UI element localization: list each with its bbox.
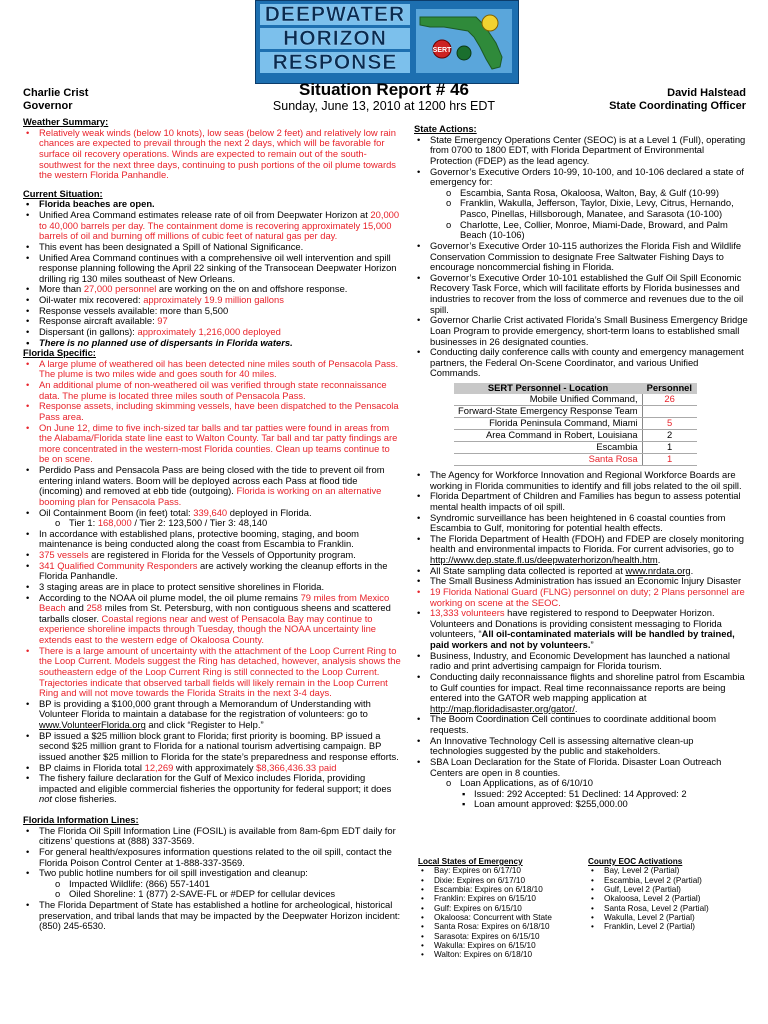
list-item: • Okaloosa, Level 2 (Partial): [604, 894, 758, 903]
list-item: • Response assets, including skimming vessels, have been dispatched to the Pensacola Pass area.: [39, 401, 401, 422]
list-item: ▪ Issued: 292 Accepted: 51 Declined: 14 Approved: 2: [474, 789, 748, 800]
list-item: • There is no planned use of dispersants in Florida waters.: [39, 338, 401, 349]
list-item: • Response aircraft available: 97: [39, 316, 401, 327]
list-item: • Franklin, Level 2 (Partial): [604, 922, 758, 931]
list-item: o Charlotte, Lee, Collier, Monroe, Miami-Dade, Broward, and Palm Beach (10-106): [460, 220, 748, 241]
list-item: • Governor’s Executive Order 10-101 established the Gulf Oil Spill Economic Recovery Task Force, which will facilitate efforts by Florida businesses and industries to recover from the loss of commerce and revenues due to the oil spill.: [430, 273, 748, 316]
list-item: • Oil Containment Boom (in feet) total: 339,640 deployed in Florida.: [39, 508, 401, 519]
deepwater-horizon-logo: [255, 0, 519, 84]
list-item: o Tier 1: 168,000 / Tier 2: 123,500 / Tier 3: 48,140: [69, 518, 401, 529]
list-item: • The Agency for Workforce Innovation and Regional Workforce Boards are working in Florida communities to identify and fill jobs related to the oil spill.: [430, 470, 748, 491]
list-item: o Franklin, Wakulla, Jefferson, Taylor, Dixie, Levy, Citrus, Hernando, Pasco, Pinellas, Hillsborough, Manatee, and Sarasota (10-100): [460, 198, 748, 219]
list-item: • The Florida Department of State has established a hotline for archeological, historical preservation, and tribal lands that may be impacted by the Deepwater Horizon incident: (850) 245-6530.: [39, 900, 401, 932]
list-item: • This event has been designated a Spill of National Significance.: [39, 242, 401, 253]
loan-detail-list: [414, 789, 748, 810]
gator-map-link[interactable]: http://map.floridadisaster.org/gator/: [430, 702, 575, 714]
emergency-heading: Local States of Emergency: [418, 857, 523, 866]
list-item: • Bay, Level 2 (Partial): [604, 866, 758, 875]
list-item: • A large plume of weathered oil has been detected nine miles south of Pensacola Pass. The plume is two miles wide and goes south for 40 miles.: [39, 359, 401, 380]
list-item: • BP issued a $25 million block grant to Florida; first priority is booming. BP issued a second $25 million grant to Florida for a national tourism advertising campaign. BP issued another $25 million to Florida for the state’s preparedness and response efforts.: [39, 731, 401, 763]
list-item: o Loan Applications, as of 6/10/10: [460, 778, 748, 789]
sert-badge: SERT: [432, 47, 452, 54]
governor-role: Governor: [23, 100, 73, 112]
list-item: • Okaloosa: Concurrent with State: [434, 913, 586, 922]
florida-list: [23, 359, 401, 518]
list-item: • Perdido Pass and Pensacola Pass are being closed with the tide to prevent oil from entering inland waters. Boom will be deployed across each Pass at flood tide (incoming) and removed at ebb tide (outgoing). Florida is working on an alternative booming plan for Pensacola Pass.: [39, 465, 401, 508]
list-item: • Conducting daily reconnaissance flights and shoreline patrol from Escambia to Gulf counties for impact. Real time reconnaissance reports are being entered into the GATOR web mapping application at http://map.floridadisaster.org/gator/.: [430, 672, 748, 715]
list-item: • Conducting daily conference calls with county and emergency management partners, the Federal On-Scene Coordinator, and various Unified Commands.: [430, 347, 748, 379]
left-column: [23, 117, 401, 932]
list-item: • Syndromic surveillance has been heightened in 6 coastal counties from Escambia to Gulf, monitoring for potential health effects.: [430, 513, 748, 534]
volunteer-florida-link[interactable]: www.VolunteerFlorida.org: [39, 719, 146, 730]
list-item: • 3 staging areas are in place to protect sensitive shorelines in Florida.: [39, 582, 401, 593]
table-header: SERT Personnel - Location: [454, 383, 642, 394]
coordinator-name: David Halstead: [667, 87, 746, 99]
list-item: o Escambia, Santa Rosa, Okaloosa, Walton, Bay, & Gulf (10-99): [460, 188, 748, 199]
florida-map-icon: [416, 9, 512, 73]
eoc-list: [588, 866, 758, 931]
hotline-list: [23, 879, 401, 900]
sert-personnel-table: [454, 383, 697, 466]
list-item: • BP is providing a $100,000 grant through a Memorandum of Understanding with Volunteer Florida to maintain a database for the registration of volunteers: go to www.VolunteerFlorida.org and click “Register to Help.”: [39, 699, 401, 731]
list-item: • Sarasota: Expires on 6/15/10: [434, 932, 586, 941]
list-item: • Escambia: Expires on 6/18/10: [434, 885, 586, 894]
logo-line3: RESPONSE: [260, 52, 410, 73]
list-item: • Oil-water mix recovered: approximately 19.9 million gallons: [39, 295, 401, 306]
state-heading: State Actions:: [414, 123, 477, 134]
emergency-orders: [414, 188, 748, 241]
list-item: • Gulf, Level 2 (Partial): [604, 885, 758, 894]
list-item: • State Emergency Operations Center (SEOC) is at a Level 1 (Full), operating from 0700 to 1800 EDT, with Florida Department of Environmental Protection (FDEP) as the lead agency.: [430, 135, 748, 167]
list-item: • Business, Industry, and Economic Development has launched a national radio and print advertising campaign for Florida tourism.: [430, 651, 748, 672]
list-item: • Governor’s Executive Order 10-115 authorizes the Florida Fish and Wildlife Conservation Commission to designate Free Saltwater Fishing Days to encourage noncommercial fishing in Florida.: [430, 241, 748, 273]
list-item: • An Innovative Technology Cell is assessing alternative clean-up technologies suggested by the public and stakeholders.: [430, 736, 748, 757]
list-item: • BP claims in Florida total 12,269 with approximately $8,366,436.33 paid: [39, 763, 401, 774]
list-item: • SBA Loan Declaration for the State of Florida. Disaster Loan Outreach Centers are open in 8 counties.: [430, 757, 748, 778]
list-item: • Unified Area Command estimates release rate of oil from Deepwater Horizon at 20,000 to 40,000 barrels per day. The containment dome is recovering approximately 15,000 barrels of oil and burning off millions of cubic feet of natural gas per day.: [39, 210, 401, 242]
list-item: • 375 vessels are registered in Florida for the Vessels of Opportunity program.: [39, 550, 401, 561]
table-row: Escambia 1: [454, 442, 697, 454]
list-item: • The Florida Oil Spill Information Line (FOSIL) is available from 8am-6pm EDT daily for citizens’ questions at (888) 337-3569.: [39, 826, 401, 847]
list-item: • For general health/exposures information questions related to the oil spill, contact the Florida Poison Control Center at 1-888-337-3569.: [39, 847, 401, 868]
list-item: ▪ Loan amount approved: $255,000.00: [474, 799, 748, 810]
list-item: • All State sampling data collected is reported at www.nrdata.org.: [430, 566, 748, 577]
list-item: • According to the NOAA oil plume model, the oil plume remains 79 miles from Mexico Beach and 258 miles from St. Petersburg, with non contiguous sheens and scattered tarballs closer. Coastal regions near and west of Pensacola Bay may continue to experience shoreline impacts through Tuesday, though the NOAA uncertainty line extends east to the western edge of Okaloosa County.: [39, 593, 401, 646]
report-date: Sunday, June 13, 2010 at 1200 hrs EDT: [272, 99, 496, 113]
list-item: • Dispersant (in gallons): approximately 1,216,000 deployed: [39, 327, 401, 338]
list-item: • Two public hotline numbers for oil spill investigation and cleanup:: [39, 868, 401, 879]
weather-list: [23, 128, 401, 181]
table-row: Mobile Unified Command, 26: [454, 394, 697, 406]
coordinator-block: [609, 87, 746, 113]
info-heading: Florida Information Lines:: [23, 814, 139, 825]
list-item: • Dixie: Expires on 6/17/10: [434, 876, 586, 885]
list-item: o Impacted Wildlife: (866) 557-1401: [69, 879, 401, 890]
list-item: • Florida Department of Children and Families has begun to assess potential mental health impacts of oil spill.: [430, 491, 748, 512]
list-item: • An additional plume of non-weathered oil was verified through state reconnaissance data. The plume is located three miles south of Pensacola Pass.: [39, 380, 401, 401]
list-item: • Unified Area Command continues with a comprehensive oil well intervention and spill response planning following the April 22 sinking of the Transocean Deepwater Horizon drilling rig 130 miles southeast of New Orleans.: [39, 253, 401, 285]
list-item: • Governor’s Executive Orders 10-99, 10-100, and 10-106 declared a state of emergency for:: [430, 167, 748, 188]
logo-line1: DEEPWATER: [260, 4, 410, 25]
governor-name: Charlie Crist: [23, 87, 89, 99]
list-item: • Bay: Expires on 6/17/10: [434, 866, 586, 875]
local-emergency-block: [418, 857, 586, 960]
list-item: • The Small Business Administration has issued an Economic Injury Disaster: [430, 576, 748, 587]
list-item: • Governor Charlie Crist activated Florida’s Small Business Emergency Bridge Loan Program to provide emergency, short-term loans to established small businesses in 26 designated counties.: [430, 315, 748, 347]
list-item: • The Boom Coordination Cell continues to coordinate additional boom requests.: [430, 714, 748, 735]
right-column: [414, 124, 748, 810]
nrdata-link[interactable]: www.nrdata.org: [625, 564, 691, 576]
list-item: • 341 Qualified Community Responders are actively working the cleanup efforts in the Florida Panhandle.: [39, 561, 401, 582]
state-list-2: [414, 241, 748, 379]
more-actions-list: [414, 470, 748, 778]
table-row: Florida Peninsula Command, Miami 5: [454, 418, 697, 430]
current-list: [23, 199, 401, 348]
florida-list-2: [23, 529, 401, 805]
list-item: • Wakulla: Expires on 6/15/10: [434, 941, 586, 950]
list-item: • Santa Rosa, Level 2 (Partial): [604, 904, 758, 913]
list-item: • The Florida Department of Health (FDOH) and FDEP are closely monitoring health and environmental impacts to Florida. For current advisories, go to http://www.dep.state.fl.us/deepwaterhorizon/health.htm.: [430, 534, 748, 566]
list-item: • Gulf: Expires on 6/15/10: [434, 904, 586, 913]
list-item: • Franklin: Expires on 6/15/10: [434, 894, 586, 903]
county-eoc-block: [588, 857, 758, 932]
weather-heading: Weather Summary:: [23, 116, 109, 127]
list-item: • On June 12, dime to five inch-sized tar balls and tar patties were found in areas from the Alabama/Florida state line east to Walton County. Tar ball and tar patty findings are more concentrated in the western-most Florida counties. Clean up teams continue to be on scene.: [39, 423, 401, 466]
info-list-2: [23, 900, 401, 932]
list-item: • There is a large amount of uncertainty with the attachment of the Loop Current Ring to the Loop Current. Models suggest the Ring has detached, however, analysis shows the southeastern edge of the Loop Current Ring is still connected to the Loop Current. Trajectories indicate that observed tarball fields will likely remain in the Loop Current Ring and will not move towards the Florida Straits in the next 3-4 days.: [39, 646, 401, 699]
list-item: • Escambia, Level 2 (Partial): [604, 876, 758, 885]
list-item: • Response vessels available: more than 5,500: [39, 306, 401, 317]
table-row: Area Command in Robert, Louisiana 2: [454, 430, 697, 442]
beaches-open: • Florida beaches are open.: [39, 199, 401, 210]
list-item: • 19 Florida National Guard (FLNG) personnel on duty; 2 Plans personnel are working on scene at the SEOC.: [430, 587, 748, 608]
logo-line2: HORIZON: [260, 28, 410, 49]
list-item: • 13,333 volunteers have registered to respond to Deepwater Horizon. Volunteers and Donations is providing consistent messaging to Florida volunteers, “All oil-contaminated materials will be handled by trained, paid workers and not by volunteers.”: [430, 608, 748, 651]
current-heading: Current Situation:: [23, 187, 103, 199]
list-item: • Wakulla, Level 2 (Partial): [604, 913, 758, 922]
florida-heading: Florida Specific:: [23, 347, 96, 359]
eoc-heading: County EOC Activations: [588, 857, 683, 866]
state-list: [414, 135, 748, 188]
list-item: • Santa Rosa: Expires on 6/18/10: [434, 922, 586, 931]
health-advisory-link[interactable]: http://www.dep.state.fl.us/deepwaterhorizon/health.htm: [430, 554, 658, 565]
list-item: • Walton: Expires on 6/18/10: [434, 950, 586, 959]
coordinator-role: State Coordinating Officer: [609, 100, 746, 112]
emergency-list: [418, 866, 586, 959]
weather-summary: • Relatively weak winds (below 10 knots), low seas (below 2 feet) and relatively low rain chances are expected to prevail through the next 2 days, which will be favorable for surface oil recovery operations. Winds are expected to remain out of the south-southwest for the next three days, continuing to push portions of the oil plume towards the western Florida Panhandle.: [39, 128, 401, 181]
info-list: [23, 826, 401, 879]
table-row: Forward-State Emergency Response Team: [454, 406, 697, 418]
list-item: • More than 27,000 personnel are working on the on and offshore response.: [39, 284, 401, 295]
page-title: Situation Report # 46: [298, 80, 470, 99]
table-row: Santa Rosa 1: [454, 454, 697, 466]
list-item: • In accordance with established plans, protective booming, staging, and boom maintenance is being conducted along the coast from Escambia to Franklin.: [39, 529, 401, 550]
list-item: • The fishery failure declaration for the Gulf of Mexico includes Florida, providing impacted and eligible commercial fisheries the opportunity for federal support; it does not close fisheries.: [39, 773, 401, 805]
list-item: o Oiled Shoreline: 1 (877) 2-SAVE-FL or #DEP for cellular devices: [69, 889, 401, 900]
table-header: Personnel: [642, 383, 697, 394]
